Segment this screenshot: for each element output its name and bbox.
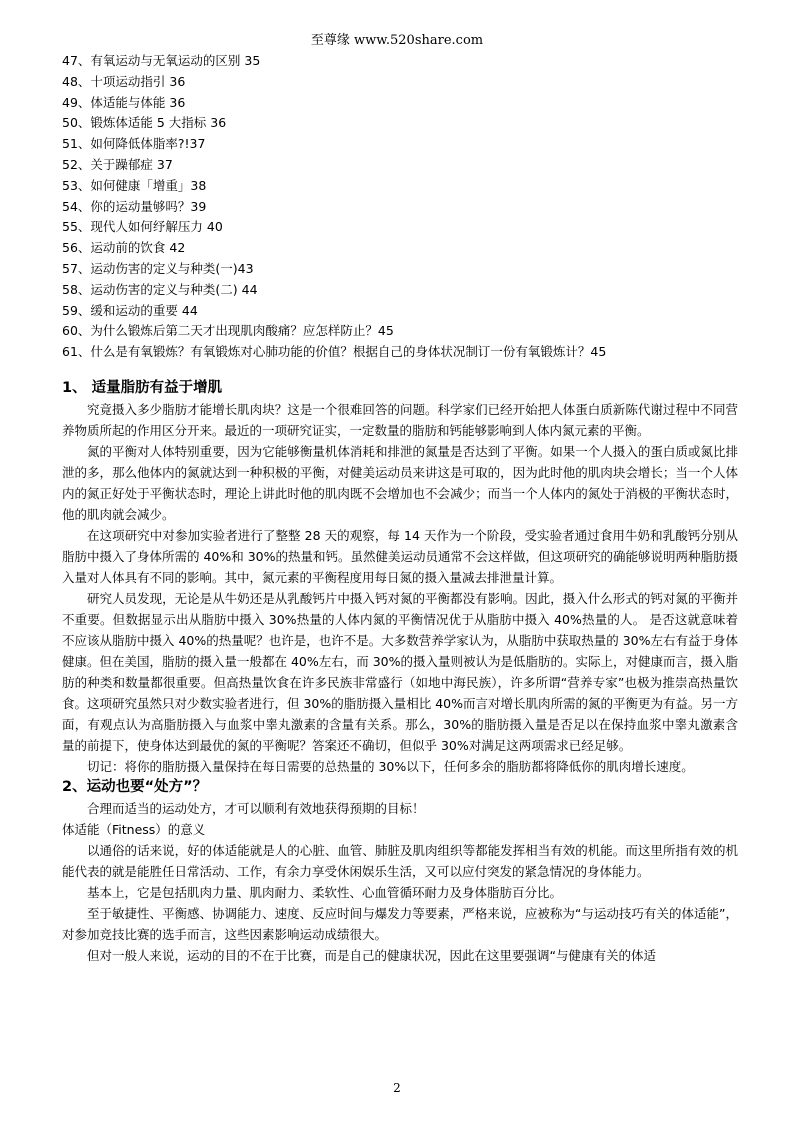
toc-item: 51、如何降低体脂率?!37 (62, 136, 206, 152)
toc-item: 50、锻炼体适能 5 大指标 36 (62, 115, 227, 131)
toc-item: 52、关于躁郁症 37 (62, 156, 173, 172)
toc-item: 48、十项运动指引 36 (62, 73, 186, 89)
table-of-contents (62, 51, 752, 363)
section-heading: 2、运动也要“处方”？ (62, 779, 208, 795)
paragraph: 但对一般人来说，运动的目的不在于比赛，而是自己的健康状况，因此在这里要强调“与健康有关的体适 (87, 948, 656, 963)
toc-item: 59、缓和运动的重要 44 (62, 302, 198, 318)
section-heading: 1、 适量脂肪有益于增肌 (62, 380, 223, 396)
paragraph: 在这项研究中对参加实验者进行了整整 28 天的观察，每 14 天作为一个阶段，受实验者通过食用牛奶和乳酸钙分别从脂肪中摄入了身体所需的 40%和 30%的热量和钙。虽然健美运动员通常不会这样做，但这项研究的确能够说明两种脂肪摄入量对人体具有不同的影响。其中，氮元素的平衡程度用每日氮的摄入量减去排泄量计算。 (62, 528, 739, 585)
toc-item: 58、运动伤害的定义与种类(二) 44 (62, 281, 258, 297)
toc-item: 57、运动伤害的定义与种类(一)43 (62, 260, 254, 276)
toc-item: 53、如何健康「增重」38 (62, 177, 207, 193)
paragraph: 至于敏捷性、平衡感、协调能力、速度、反应时间与爆发力等要素，严格来说，应被称为“与运动技巧有关的体适能”，对参加竞技比赛的选手而言，这些因素影响运动成绩很大。 (62, 906, 738, 942)
paragraph: 以通俗的话来说，好的体适能就是人的心脏、血管、肺脏及肌肉组织等都能发挥相当有效的机能。而这里所指有效的机能代表的就是能胜任日常活动、工作，有余力享受休闲娱乐生活，又可以应付突发的紧急情况的身体能力。 (62, 843, 738, 879)
paragraph: 切记：将你的脂肪摄入量保持在每日需要的总热量的 30%以下，任何多余的脂肪都将降低你的肌肉增长速度。 (87, 759, 694, 774)
intro-paragraph: 合理而适当的运动处方，才可以顺利有效地获得预期的目标！ (87, 801, 425, 816)
paragraph: 基本上，它是包括肌肉力量、肌肉耐力、柔软性、心血管循环耐力及身体脂肪百分比。 (87, 885, 563, 900)
toc-item: 54、你的运动量够吗？39 (62, 198, 207, 214)
toc-item: 60、为什么锻炼后第二天才出现肌肉酸痛？应怎样防止？45 (62, 323, 394, 339)
toc-item: 56、运动前的饮食 42 (62, 240, 186, 256)
main-content (62, 378, 738, 966)
paragraph: 究竟摄入多少脂肪才能增长肌肉块？这是一个很难回答的问题。科学家们已经开始把人体蛋白质新陈代谢过程中不同营养物质所起的作用区分开来。最近的一项研究证实，一定数量的脂肪和钙能够影响到人体内氮元素的平衡。 (62, 402, 738, 438)
toc-item: 47、有氧运动与无氧运动的区别 35 (62, 53, 261, 68)
toc-item: 49、体适能与体能 36 (62, 94, 186, 110)
paragraph: 研究人员发现，无论是从牛奶还是从乳酸钙片中摄入钙对氮的平衡都没有影响。因此，摄入什么形式的钙对氮的平衡并不重要。但数据显示出从脂肪中摄入 30%热量的人体内氮的平衡情况优于从脂肪中摄入 40%热量的人。 是否这就意味着不应该从脂肪中摄入 40%的热量呢？也许是，也许不是。大多数营养学家认为，从脂肪中获取热量的 30%左右有益于身体健康。但在美国，脂肪的摄入量一般都在 40%左右，而 30%的摄入量则被认为是低脂肪的。实际上，对健康而言，摄入脂肪的种类和数量都很重要。但高热量饮食在许多民族非常盛行（如地中海民族），许多所谓“营养专家”也极为推崇高热量饮食。这项研究虽然只对少数实验者进行，但 30%的脂肪摄入量相比 40%而言对增长肌肉所需的氮的平衡更为有益。另一方面，有观点认为高脂肪摄入与血浆中睾丸激素的含量有关系。那么，30%的脂肪摄入量是否足以在保持血浆中睾丸激素含量的前提下，使身体达到最优的氮的平衡呢？答案还不确切，但似乎 30%对满足这两项需求已经足够。 (62, 591, 739, 753)
subheading: 体适能（Fitness）的意义 (62, 822, 206, 837)
toc-item: 61、什么是有氧锻炼？有氧锻炼对心肺功能的价值？根据自己的身体状况制订一份有氧锻炼计？45 (62, 344, 607, 360)
paragraph: 氮的平衡对人体特别重要，因为它能够衡量机体消耗和排泄的氮量是否达到了平衡。如果一个人摄入的蛋白质或氮比排泄的多，那么他体内的氮就达到一种积极的平衡，对健美运动员来讲这是可取的，因为此时他的肌肉块会增长；当一个人体内的氮正好处于平衡状态时，理论上讲此时他的肌肉既不会增加也不会减少；而当一个人体内的氮处于消极的平衡状态时，他的肌肉就会减少。 (62, 444, 738, 522)
page-number: 2 (393, 1081, 401, 1095)
page-header: 至尊缘 www.520share.com (310, 33, 484, 48)
toc-item: 55、现代人如何纾解压力 40 (62, 219, 223, 235)
